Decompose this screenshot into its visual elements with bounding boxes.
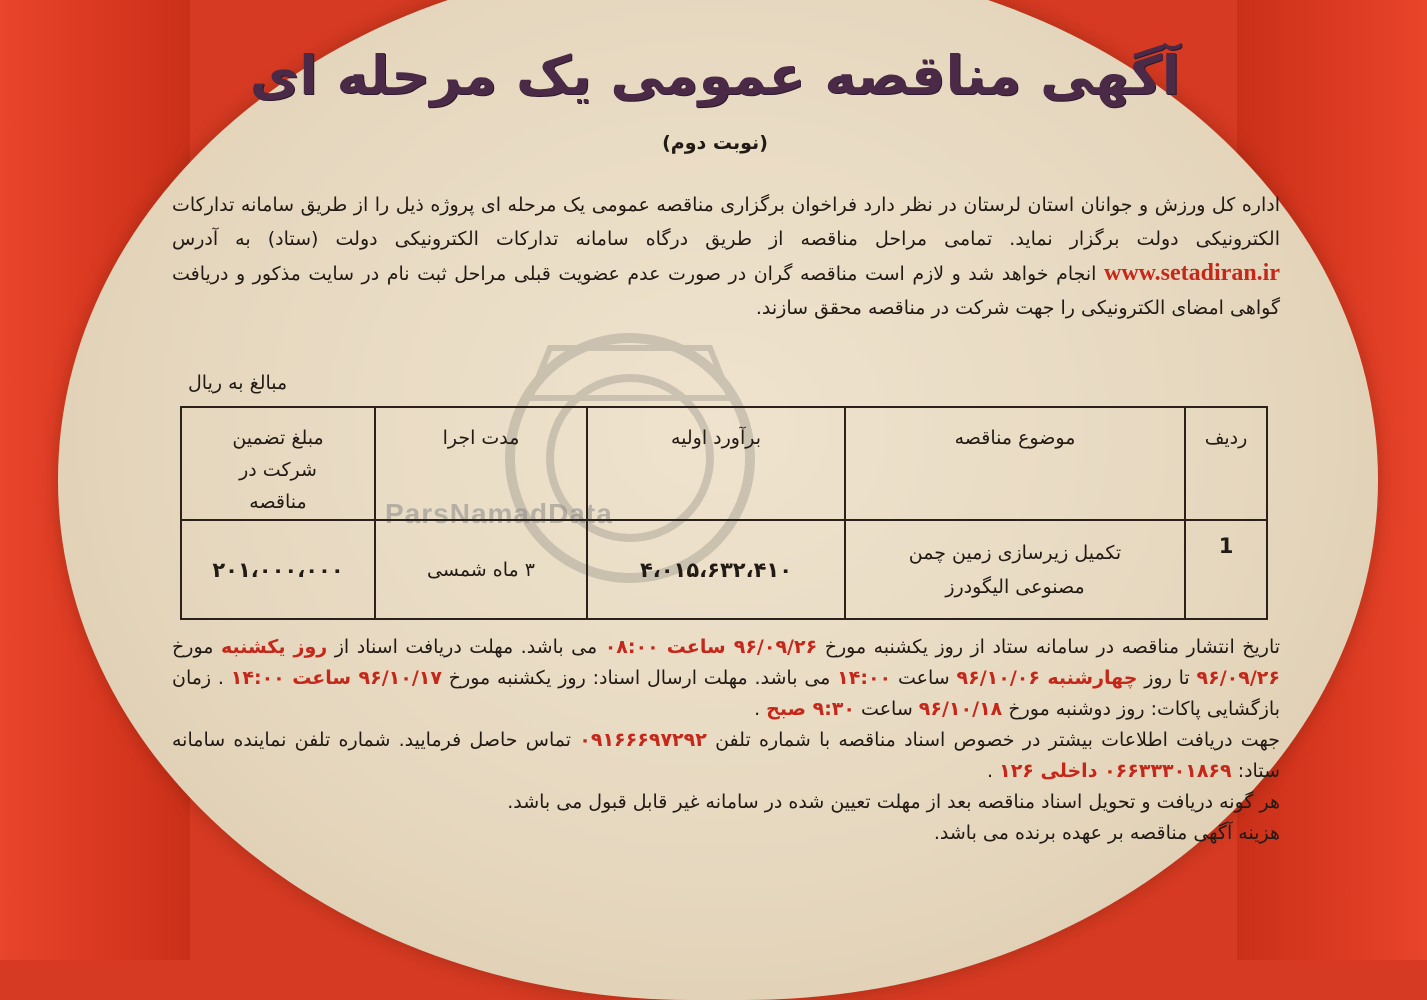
notice-content	[150, 0, 1280, 960]
cell-subject: تکمیل زیرسازی زمین چمن مصنوعی الیگودرز	[845, 520, 1185, 619]
publish-date: ۹۶/۰۹/۲۶ ساعت ۰۸:۰۰	[604, 636, 818, 658]
text-span: . زمان بازگشایی پاکات: روز دوشنبه مورخ	[172, 667, 1280, 720]
header-estimate: برآورد اولیه	[587, 407, 845, 520]
cell-estimate: ۴،۰۱۵،۶۳۲،۴۱۰	[587, 520, 845, 619]
intro-text-1: اداره کل ورزش و جوانان استان لرستان در نظر دارد فراخوان برگزاری مناقصه عمومی یک مرحله ای پروژه ذیل را از طریق سامانه تدارکات الکترونیکی دولت برگزار نماید. تمامی مراحل مناقصه از طریق درگاه سامانه تدارکات الکترونیکی دولت (ستاد) به آدرس	[172, 194, 1280, 250]
text-span: .	[987, 760, 994, 782]
setad-phone-number: ۰۶۶۳۳۳۰۱۸۶۹ داخلی ۱۲۶	[999, 760, 1232, 782]
schedule-paragraph	[172, 632, 1280, 725]
cell-row-number: 1	[1185, 520, 1267, 619]
header-guarantee-label: مبلغ تضمین شرکت در مناقصه	[232, 427, 324, 513]
watermark-text: ParsNamadData	[385, 498, 613, 529]
phone-number: ۰۹۱۶۶۶۹۷۲۹۲	[579, 729, 707, 751]
text-span: .	[754, 698, 761, 720]
cell-duration: ۳ ماه شمسی	[375, 520, 587, 619]
text-span: می باشد. مهلت ارسال اسناد: روز یکشنبه مورخ	[448, 667, 831, 689]
submit-deadline: ۹۶/۱۰/۱۷ ساعت ۱۴:۰۰	[230, 667, 442, 689]
opening-date: ۹۶/۱۰/۱۸	[918, 698, 1003, 720]
table-row	[181, 520, 1267, 619]
text-span: ساعت	[898, 667, 950, 689]
notice-subtitle: (نوبت دوم)	[662, 132, 768, 154]
setadiran-link[interactable]: www.setadiran.ir	[1104, 260, 1280, 286]
notice-title: آگهی مناقصه عمومی یک مرحله ای	[249, 44, 1181, 107]
text-span: مورخ	[172, 636, 214, 658]
text-span: تا روز	[1144, 667, 1190, 689]
receive-start-day: روز یکشنبه	[220, 636, 328, 658]
currency-note: مبالغ به ریال	[188, 372, 288, 394]
late-submission-note: هر گونه دریافت و تحویل اسناد مناقصه بعد از مهلت تعیین شده در سامانه غیر قابل قبول می باشد.	[507, 791, 1280, 813]
header-duration: مدت اجرا	[375, 407, 587, 520]
intro-paragraph	[172, 188, 1280, 325]
opening-time: ۹:۳۰ صبح	[766, 698, 855, 720]
receive-end-date: چهارشنبه ۹۶/۱۰/۰۶	[956, 667, 1138, 689]
header-guarantee	[181, 407, 375, 520]
header-row-number: ردیف	[1185, 407, 1267, 520]
table-header-row	[181, 407, 1267, 520]
text-span: می باشد. مهلت دریافت اسناد از	[334, 636, 598, 658]
text-span: جهت دریافت اطلاعات بیشتر در خصوص اسناد مناقصه با شماره تلفن	[715, 729, 1280, 751]
tender-table	[180, 406, 1268, 620]
text-span: تاریخ انتشار مناقصه در سامانه ستاد از روز یکشنبه مورخ	[824, 636, 1281, 658]
text-span: ساعت	[861, 698, 913, 720]
header-subject: موضوع مناقصه	[845, 407, 1185, 520]
contact-paragraph	[172, 725, 1280, 787]
intro-text-2: انجام خواهد شد و لازم است مناقصه گران در صورت عدم عضویت قبلی مراحل ثبت نام در سایت مذکور و دریافت گواهی امضای الکترونیکی را جهت شرکت در مناقصه محقق سازند.	[172, 263, 1280, 319]
text-span: تماس حاصل فرمایید. شماره تلفن نماینده سامانه ستاد:	[172, 729, 1280, 782]
ad-cost-note: هزینه آگهی مناقصه بر عهده برنده می باشد.	[933, 822, 1280, 844]
cell-guarantee: ۲۰۱،۰۰۰،۰۰۰	[181, 520, 375, 619]
receive-start-date: ۹۶/۰۹/۲۶	[1196, 667, 1280, 689]
details-section	[172, 632, 1280, 849]
receive-end-time: ۱۴:۰۰	[837, 667, 892, 689]
